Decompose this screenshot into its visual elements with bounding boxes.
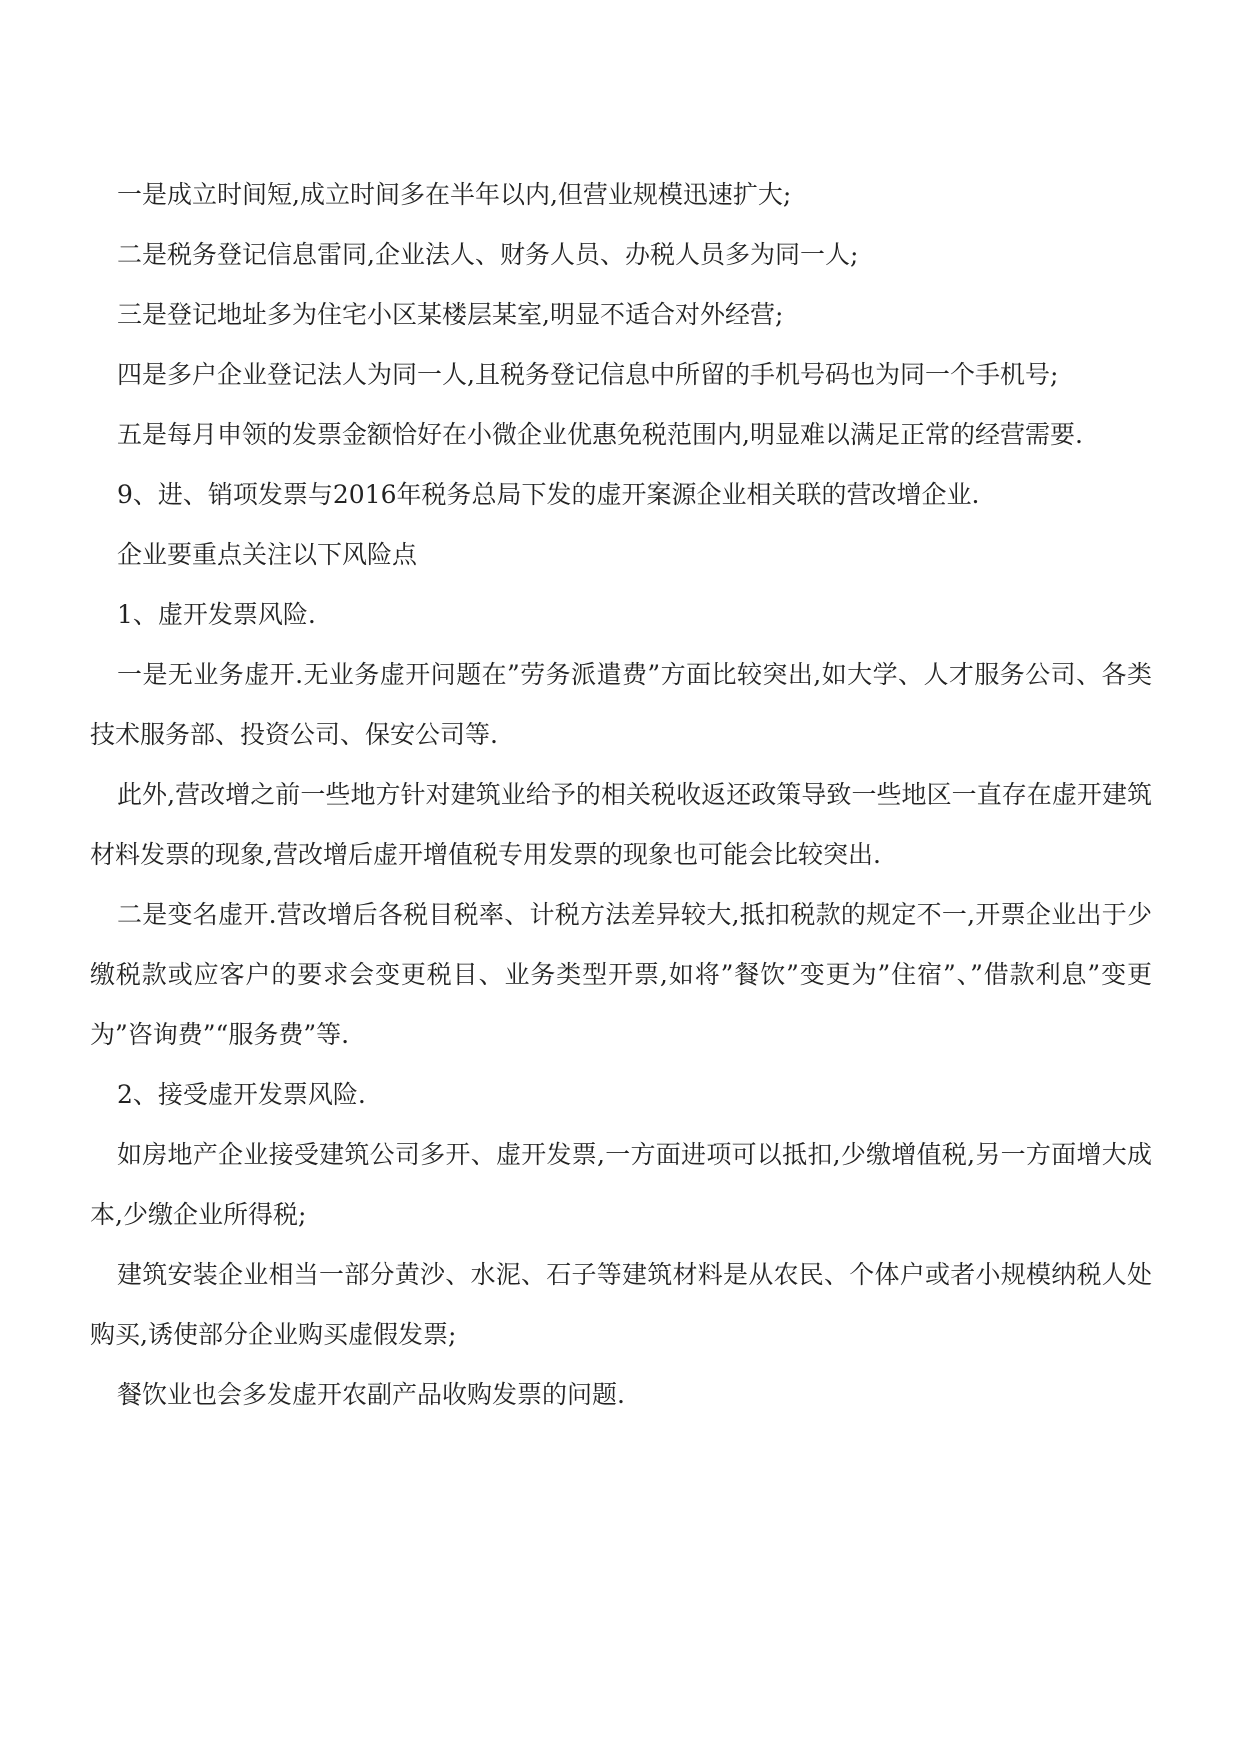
paragraph-6: 9、进、销项发票与2016年税务总局下发的虚开案源企业相关联的营改增企业. bbox=[117, 480, 980, 509]
paragraph-10: 此外,营改增之前一些地方针对建筑业给予的相关税收返还政策导致一些地区一直存在虚开建筑材料发票的现象,营改增后虚开增值税专用发票的现象也可能会比较突出. bbox=[90, 780, 1152, 869]
paragraph-4: 四是多户企业登记法人为同一人,且税务登记信息中所留的手机号码也为同一个手机号; bbox=[117, 360, 1059, 389]
paragraph-9: 一是无业务虚开.无业务虚开问题在”劳务派遣费”方面比较突出,如大学、人才服务公司、各类技术服务部、投资公司、保安公司等. bbox=[90, 660, 1152, 749]
paragraph-5: 五是每月申领的发票金额恰好在小微企业优惠免税范围内,明显难以满足正常的经营需要. bbox=[117, 420, 1083, 449]
paragraph-3: 三是登记地址多为住宅小区某楼层某室,明显不适合对外经营; bbox=[117, 300, 784, 329]
paragraph-13: 如房地产企业接受建筑公司多开、虚开发票,一方面进项可以抵扣,少缴增值税,另一方面增大成本,少缴企业所得税; bbox=[90, 1140, 1152, 1229]
paragraph-12: 2、接受虚开发票风险. bbox=[117, 1080, 366, 1109]
paragraph-2: 二是税务登记信息雷同,企业法人、财务人员、办税人员多为同一人; bbox=[117, 240, 859, 269]
paragraph-7: 企业要重点关注以下风险点 bbox=[117, 540, 418, 569]
paragraph-14: 建筑安装企业相当一部分黄沙、水泥、石子等建筑材料是从农民、个体户或者小规模纳税人处购买,诱使部分企业购买虚假发票; bbox=[90, 1260, 1152, 1349]
paragraph-15: 餐饮业也会多发虚开农副产品收购发票的问题. bbox=[117, 1380, 625, 1409]
paragraph-1: 一是成立时间短,成立时间多在半年以内,但营业规模迅速扩大; bbox=[117, 180, 792, 209]
paragraph-11: 二是变名虚开.营改增后各税目税率、计税方法差异较大,抵扣税款的规定不一,开票企业出于少缴税款或应客户的要求会变更税目、业务类型开票,如将”餐饮”变更为”住宿”、”借款利息”变更为”咨询费”“服务费”等. bbox=[90, 900, 1152, 1049]
document-body bbox=[90, 165, 1152, 1425]
paragraph-8: 1、虚开发票风险. bbox=[117, 600, 316, 629]
